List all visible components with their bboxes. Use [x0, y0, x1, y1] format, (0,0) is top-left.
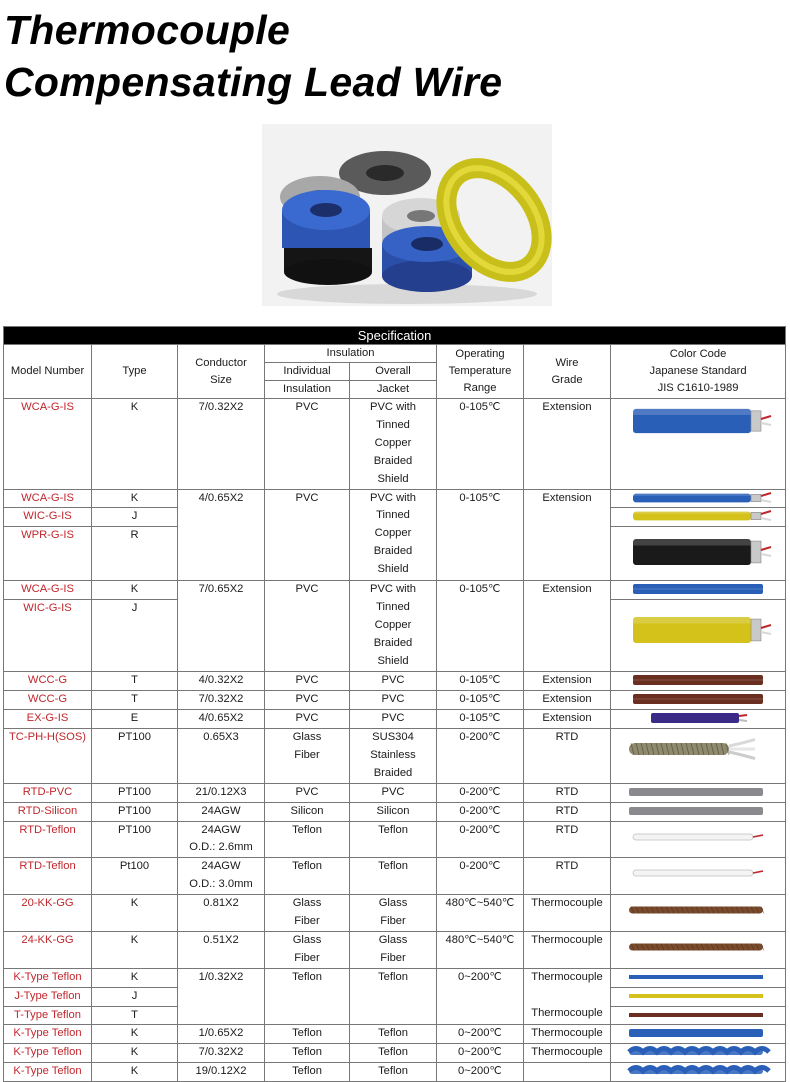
header-model: Model Number — [4, 345, 92, 399]
table-row — [4, 489, 786, 508]
grade-cell: RTD — [524, 802, 611, 821]
temp-cell: 0-200℃ — [437, 821, 524, 858]
type-cell: K — [92, 489, 178, 508]
header-conductor: Conductor Size — [178, 345, 265, 399]
conductor-cell: 0.65X3 — [178, 728, 265, 783]
color-code-cell — [611, 691, 786, 710]
conductor-cell: 7/0.32X2 — [178, 399, 265, 490]
type-cell: K — [92, 581, 178, 600]
type-cell: K — [92, 931, 178, 968]
grade-cell: Extension — [524, 691, 611, 710]
model-number: K-Type Teflon — [4, 968, 92, 987]
color-code-cell — [611, 399, 786, 490]
grade-cell: Thermocouple — [524, 1044, 611, 1063]
color-code-cell — [611, 710, 786, 729]
table-row — [4, 710, 786, 729]
overall-cell: Teflon — [350, 821, 437, 858]
wire-sample-icon — [611, 672, 786, 688]
temp-cell: 0~200℃ — [437, 1044, 524, 1063]
wire-sample-icon — [611, 969, 786, 985]
model-number: RTD-Teflon — [4, 858, 92, 895]
model-number: K-Type Teflon — [4, 1063, 92, 1082]
color-code-cell — [611, 783, 786, 802]
wire-sample-icon — [611, 581, 786, 597]
temp-cell: 0-200℃ — [437, 802, 524, 821]
grade-cell: Thermocouple — [524, 1025, 611, 1044]
table-row — [4, 1025, 786, 1044]
individual-cell: PVC — [265, 672, 350, 691]
temp-cell: 0-105℃ — [437, 581, 524, 672]
type-cell: E — [92, 710, 178, 729]
conductor-cell: 1/0.32X2 — [178, 968, 265, 1025]
overall-cell: SUS304 Stainless Braided — [350, 728, 437, 783]
temp-cell: 0~200℃ — [437, 1063, 524, 1082]
wire-sample-icon — [611, 399, 786, 443]
type-cell: PT100 — [92, 821, 178, 858]
model-number: K-Type Teflon — [4, 1025, 92, 1044]
header-color-code: Color Code Japanese Standard JIS C1610-1989 — [611, 345, 786, 399]
individual-cell: PVC — [265, 399, 350, 490]
color-code-cell — [611, 968, 786, 987]
conductor-cell: 19/0.12X2 — [178, 1063, 265, 1082]
type-cell: K — [92, 1044, 178, 1063]
header-individual-sub: Insulation — [265, 381, 350, 399]
table-row — [4, 399, 786, 490]
type-cell: J — [92, 600, 178, 672]
grade-cell: Extension — [524, 672, 611, 691]
individual-cell: PVC — [265, 489, 350, 581]
conductor-cell: 7/0.65X2 — [178, 581, 265, 672]
color-code-cell — [611, 489, 786, 508]
header-type: Type — [92, 345, 178, 399]
individual-cell: PVC — [265, 783, 350, 802]
individual-cell: Teflon — [265, 821, 350, 858]
temp-cell: 0-200℃ — [437, 783, 524, 802]
table-caption: Specification — [4, 327, 786, 345]
overall-cell: Teflon — [350, 1044, 437, 1063]
model-number: WCC-G — [4, 691, 92, 710]
table-row — [4, 1044, 786, 1063]
model-number: WCC-G — [4, 672, 92, 691]
individual-cell: Teflon — [265, 968, 350, 1025]
overall-cell: Teflon — [350, 1025, 437, 1044]
color-code-cell — [611, 527, 786, 581]
temp-cell: 0-200℃ — [437, 858, 524, 895]
model-number: WCA-G-IS — [4, 581, 92, 600]
conductor-cell: 24AGW O.D.: 2.6mm — [178, 821, 265, 858]
header-operating-temp: Operating Temperature Range — [437, 345, 524, 399]
wire-sample-icon — [611, 710, 786, 726]
wire-sample-icon — [611, 691, 786, 707]
individual-cell: Teflon — [265, 1025, 350, 1044]
conductor-cell: 4/0.65X2 — [178, 710, 265, 729]
wire-reels-image — [262, 124, 552, 306]
color-code-cell — [611, 1063, 786, 1082]
model-number: RTD-PVC — [4, 783, 92, 802]
wire-sample-icon — [611, 508, 786, 524]
table-row — [4, 931, 786, 968]
color-code-cell — [611, 858, 786, 895]
wire-sample-icon — [611, 527, 786, 577]
temp-cell: 0-105℃ — [437, 489, 524, 581]
wire-sample-icon — [611, 858, 786, 888]
table-row — [4, 895, 786, 932]
table-row — [4, 858, 786, 895]
conductor-cell: 4/0.65X2 — [178, 489, 265, 581]
conductor-cell: 7/0.32X2 — [178, 691, 265, 710]
color-code-cell — [611, 1044, 786, 1063]
color-code-cell — [611, 931, 786, 968]
type-cell: PT100 — [92, 802, 178, 821]
table-row — [4, 821, 786, 858]
temp-cell: 0-105℃ — [437, 399, 524, 490]
conductor-cell: 21/0.12X3 — [178, 783, 265, 802]
individual-cell: Teflon — [265, 1063, 350, 1082]
overall-cell: PVC with Tinned Copper Braided Shield — [350, 399, 437, 490]
model-number: EX-G-IS — [4, 710, 92, 729]
product-photo — [262, 124, 552, 306]
wire-sample-icon — [611, 490, 786, 506]
header-wire-grade: Wire Grade — [524, 345, 611, 399]
temp-cell: 0-105℃ — [437, 691, 524, 710]
type-cell: Pt100 — [92, 858, 178, 895]
model-number: TC-PH-H(SOS) — [4, 728, 92, 783]
individual-cell: PVC — [265, 691, 350, 710]
temp-cell: 0~200℃ — [437, 1025, 524, 1044]
table-row — [4, 728, 786, 783]
grade-cell: Extension — [524, 581, 611, 672]
table-row — [4, 802, 786, 821]
individual-cell: Glass Fiber — [265, 895, 350, 932]
type-cell: T — [92, 672, 178, 691]
color-code-cell — [611, 1025, 786, 1044]
individual-cell: Teflon — [265, 1044, 350, 1063]
wire-sample-icon — [611, 600, 786, 660]
grade-cell — [524, 1063, 611, 1082]
overall-cell: PVC — [350, 783, 437, 802]
overall-cell: Glass Fiber — [350, 931, 437, 968]
title-line-1: Thermocouple — [4, 7, 291, 53]
conductor-cell: 0.81X2 — [178, 895, 265, 932]
overall-cell: Silicon — [350, 802, 437, 821]
type-cell: K — [92, 968, 178, 987]
color-code-cell — [611, 672, 786, 691]
wire-sample-icon — [611, 988, 786, 1004]
grade-cell: RTD — [524, 858, 611, 895]
grade-cell: Extension — [524, 489, 611, 581]
model-number: WIC-G-IS — [4, 508, 92, 527]
grade-cell: RTD — [524, 783, 611, 802]
grade-cell: Thermocouple Thermocouple — [524, 968, 611, 1025]
overall-cell: Teflon — [350, 858, 437, 895]
wire-sample-icon — [611, 1007, 786, 1023]
individual-cell: Glass Fiber — [265, 931, 350, 968]
individual-cell: PVC — [265, 581, 350, 672]
color-code-cell — [611, 821, 786, 858]
overall-cell: Glass Fiber — [350, 895, 437, 932]
conductor-cell: 7/0.32X2 — [178, 1044, 265, 1063]
type-cell: T — [92, 1006, 178, 1025]
table-row — [4, 968, 786, 987]
model-number: WCA-G-IS — [4, 399, 92, 490]
overall-cell: PVC — [350, 672, 437, 691]
wire-sample-icon — [611, 895, 786, 925]
type-cell: K — [92, 399, 178, 490]
grade-cell: Extension — [524, 399, 611, 490]
overall-cell: Teflon — [350, 968, 437, 1025]
type-cell: PT100 — [92, 728, 178, 783]
title-line-2: Compensating Lead Wire — [4, 59, 503, 105]
overall-cell: PVC with Tinned Copper Braided Shield — [350, 489, 437, 581]
model-number: J-Type Teflon — [4, 987, 92, 1006]
overall-cell: PVC — [350, 710, 437, 729]
type-cell: K — [92, 1025, 178, 1044]
grade-cell: Thermocouple — [524, 895, 611, 932]
grade-cell: RTD — [524, 821, 611, 858]
temp-cell: 0-105℃ — [437, 710, 524, 729]
type-cell: K — [92, 895, 178, 932]
table-row — [4, 691, 786, 710]
table-row — [4, 581, 786, 600]
color-code-cell — [611, 508, 786, 527]
grade-cell: RTD — [524, 728, 611, 783]
table-row — [4, 1063, 786, 1082]
header-overall: Overall — [350, 363, 437, 381]
overall-cell: PVC — [350, 691, 437, 710]
wire-sample-icon — [611, 1063, 786, 1079]
color-code-cell — [611, 1006, 786, 1025]
conductor-cell: 24AGW O.D.: 3.0mm — [178, 858, 265, 895]
color-code-cell — [611, 581, 786, 600]
color-code-cell — [611, 895, 786, 932]
wire-sample-icon — [611, 822, 786, 852]
temp-cell: 0-200℃ — [437, 728, 524, 783]
type-cell: J — [92, 987, 178, 1006]
color-code-cell — [611, 728, 786, 783]
wire-sample-icon — [611, 1025, 786, 1041]
overall-cell: Teflon — [350, 1063, 437, 1082]
color-code-cell — [611, 600, 786, 672]
grade-cell: Extension — [524, 710, 611, 729]
individual-cell: PVC — [265, 710, 350, 729]
wire-sample-icon — [611, 1044, 786, 1060]
temp-cell: 0~200℃ — [437, 968, 524, 1025]
header-overall-sub: Jacket — [350, 381, 437, 399]
type-cell: R — [92, 527, 178, 581]
wire-sample-icon — [611, 932, 786, 962]
model-number: WPR-G-IS — [4, 527, 92, 581]
model-number: WIC-G-IS — [4, 600, 92, 672]
grade-cell: Thermocouple — [524, 931, 611, 968]
type-cell: K — [92, 1063, 178, 1082]
page-title — [4, 4, 502, 108]
individual-cell: Glass Fiber — [265, 728, 350, 783]
conductor-cell: 0.51X2 — [178, 931, 265, 968]
overall-cell: PVC with Tinned Copper Braided Shield — [350, 581, 437, 672]
individual-cell: Teflon — [265, 858, 350, 895]
type-cell: T — [92, 691, 178, 710]
wire-sample-icon — [611, 803, 786, 819]
temp-cell: 480℃~540℃ — [437, 931, 524, 968]
model-number: K-Type Teflon — [4, 1044, 92, 1063]
specification-table — [3, 326, 786, 1082]
header-individual: Individual — [265, 363, 350, 381]
table-row — [4, 672, 786, 691]
color-code-cell — [611, 987, 786, 1006]
wire-sample-icon — [611, 729, 786, 769]
model-number: 20-KK-GG — [4, 895, 92, 932]
type-cell: J — [92, 508, 178, 527]
model-number: 24-KK-GG — [4, 931, 92, 968]
individual-cell: Silicon — [265, 802, 350, 821]
model-number: RTD-Teflon — [4, 821, 92, 858]
color-code-cell — [611, 802, 786, 821]
type-cell: PT100 — [92, 783, 178, 802]
conductor-cell: 24AGW — [178, 802, 265, 821]
conductor-cell: 1/0.65X2 — [178, 1025, 265, 1044]
conductor-cell: 4/0.32X2 — [178, 672, 265, 691]
temp-cell: 480℃~540℃ — [437, 895, 524, 932]
model-number: RTD-Silicon — [4, 802, 92, 821]
table-row — [4, 783, 786, 802]
header-insulation: Insulation — [265, 345, 437, 363]
wire-sample-icon — [611, 784, 786, 800]
model-number: T-Type Teflon — [4, 1006, 92, 1025]
temp-cell: 0-105℃ — [437, 672, 524, 691]
model-number: WCA-G-IS — [4, 489, 92, 508]
